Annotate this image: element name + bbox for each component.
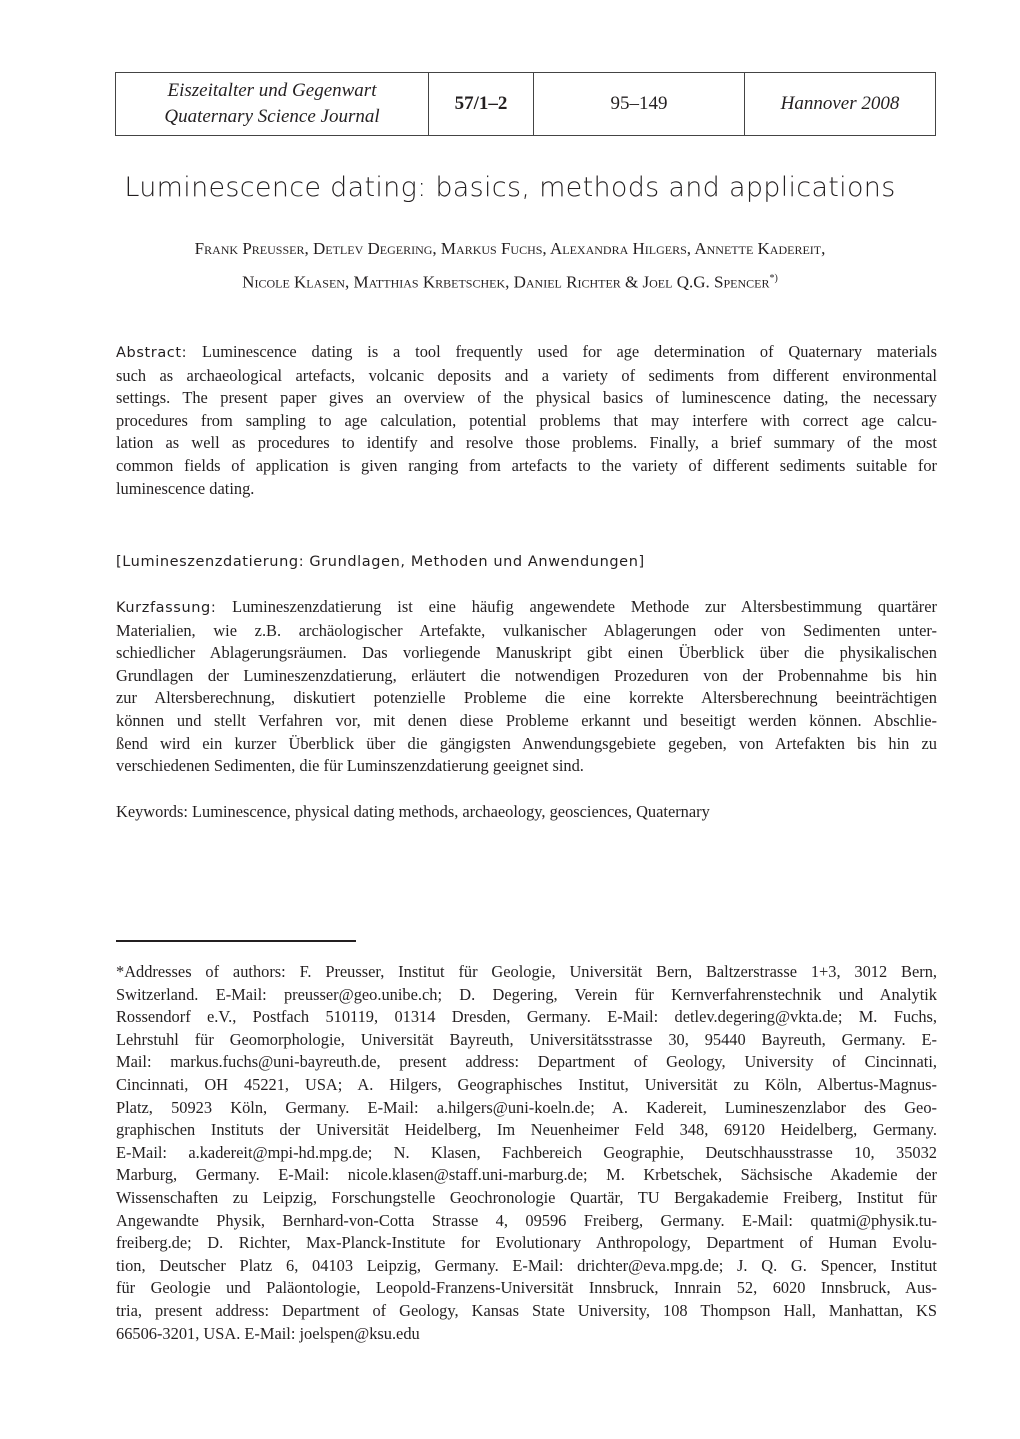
line-text: zur Altersberechnung, diskutiert potenzielle Probleme die eine korrekte Altersberechnung beeinträchtigen [116,688,937,708]
line-text: können und stellt Verfahren vor, mit denen diese Probleme erkannt und beseitigt werden können. Abschlie- [116,710,937,730]
text-line [116,620,937,643]
author-list [0,234,1020,298]
text-line [116,1255,937,1278]
authors-line-2 [0,264,1020,298]
text-line [116,596,937,620]
line-text: Lumineszenzdatierung ist eine häufig angewendete Methode zur Altersbestimmung quartärer [216,597,937,616]
german-title-text: [Lumineszenzdatierung: Grundlagen, Methoden und Anwendungen] [116,554,645,570]
text-line [116,1300,937,1323]
text-line [116,410,937,433]
line-text: *Addresses of authors: F. Preusser, Institut für Geologie, Universität Bern, Baltzerstrasse 1+3, 3012 Bern, [116,962,937,981]
journal-name-cell [116,73,429,135]
line-text: Grundlagen der Lumineszenzdatierung, erläutert die notwendigen Prozeduren von der Probennahme bis hin [116,665,937,685]
text-line [116,1029,937,1052]
text-line [116,1164,937,1187]
line-text: lation as well as procedures to identify and resolve those problems. Finally, a brief summary of the most [116,433,937,453]
text-line [116,1074,937,1097]
text-line [116,1210,937,1233]
line-text: Cincinnati, OH 45221, USA; A. Hilgers, Geographisches Institut, Universität zu Köln, Albertus-Magnus- [116,1074,937,1094]
text-line [116,984,937,1007]
line-text: tion, Deutscher Platz 6, 04103 Leipzig, Germany. E-Mail: drichter@eva.mpg.de; J. Q. G. Spencer, Institut [116,1255,937,1275]
kurzfassung [116,596,937,778]
line-text: Platz, 50923 Köln, Germany. E-Mail: a.hilgers@uni-koeln.de; A. Kadereit, Lumineszenzlabor des Geo- [116,1097,937,1117]
text-line [116,710,937,733]
section-label: Abstract: [116,345,188,361]
abstract [116,341,937,500]
pages-cell: 95–149 [534,73,745,135]
text-line [116,755,937,778]
text-line [116,642,937,665]
place-year-cell: Hannover 2008 [780,93,900,114]
line-text: Marburg, Germany. E-Mail: nicole.klasen@staff.uni-marburg.de; M. Krbetschek, Sächsische Akademie der [116,1165,937,1185]
text-line [116,1142,937,1165]
line-text: für Geologie und Paläontologie, Leopold-Franzens-Universität Innsbruck, Innrain 52, 6020 Innsbruck, Aus- [116,1278,937,1298]
journal-header-table [115,72,936,136]
line-text: such as archaeological artefacts, volcanic deposits and a variety of sediments from different environmental [116,365,937,385]
paper-title: Luminescence dating: basics, methods and applications [124,172,896,203]
text-line [116,432,937,455]
footnote-marker: *) [769,273,778,284]
section-label: Kurzfassung: [116,600,217,616]
line-text: Lehrstuhl für Geomorphologie, Universität Bayreuth, Universitätsstrasse 30, 95440 Bayreuth, Germany. E- [116,1029,937,1049]
line-text: Materialien, wie z.B. archäologischer Artefakte, vulkanischer Ablagerungen oder von Sedimenten unter- [116,620,937,640]
text-line [116,961,937,984]
authors-line-1: Frank Preusser, Detlev Degering, Markus Fuchs, Alexandra Hilgers, Annette Kadereit, [194,239,826,258]
line-text: ßend wird ein kurzer Überblick über die gängigsten Anwendungsgebiete gegeben, von Artefakten bis hin zu [116,733,937,753]
keywords: Keywords: Luminescence, physical dating methods, archaeology, geosciences, Quaternary [116,802,710,821]
journal-name-german: Eiszeitalter und Gegenwart [167,80,377,101]
line-text: schiedlicher Ablagerungsräumen. Das vorliegende Manuskript gibt einen Überblick über die physikalischen [116,643,937,663]
line-text: E-Mail: a.kadereit@mpi-hd.mpg.de; N. Klasen, Fachbereich Geographie, Deutschhausstrasse 10, 35032 [116,1142,937,1162]
line-text: freiberg.de; D. Richter, Max-Planck-Institute for Evolutionary Anthropology, Department of Human Evolu- [116,1233,937,1253]
text-line [116,665,937,688]
text-line [116,365,937,388]
text-line [116,1051,937,1074]
line-text: luminescence dating. [116,478,255,498]
text-line [116,455,937,478]
author-addresses-footnote [116,961,937,1345]
text-line [116,1187,937,1210]
text-line [116,1277,937,1300]
text-line [116,1119,937,1142]
text-line [116,1323,937,1346]
line-text: tria, present address: Department of Geology, Kansas State University, 108 Thompson Hall, Manhattan, KS [116,1300,937,1320]
line-text: 66506-3201, USA. E-Mail: joelspen@ksu.edu [116,1323,420,1343]
line-text: settings. The present paper gives an overview of the physical basics of luminescence dating, the necessary [116,388,937,408]
line-text: graphischen Instituts der Universität Heidelberg, Im Neuenheimer Feld 348, 69120 Heidelberg, Germany. [116,1120,937,1140]
line-text: Angewandte Physik, Bernhard-von-Cotta Strasse 4, 09596 Freiberg, Germany. E-Mail: quatmi@physik.tu- [116,1210,937,1230]
text-line [116,1006,937,1029]
journal-name-english: Quaternary Science Journal [164,106,380,127]
text-line [116,1097,937,1120]
text-line [116,733,937,756]
text-line [116,387,937,410]
line-text: common fields of application is given ranging from artefacts to the variety of different sediments suitable for [116,455,937,475]
footnote-rule [116,940,356,942]
line-text: Wissenschaften zu Leipzig, Forschungstelle Geochronologie Quartär, TU Bergakademie Freiberg, Institut für [116,1187,937,1207]
line-text: verschiedenen Sedimenten, die für Luminszenzdatierung geeignet sind. [116,756,584,776]
text-line [116,478,937,501]
volume-cell: 57/1–2 [429,73,534,135]
line-text: Rossendorf e.V., Postfach 510119, 01314 Dresden, Germany. E-Mail: detlev.degering@vkta.de; M. Fuchs, [116,1007,937,1027]
german-title [116,550,937,574]
line-text: Mail: markus.fuchs@uni-bayreuth.de, present address: Department of Geology, University of Cincinnati, [116,1052,937,1072]
line-text: Luminescence dating is a tool frequently used for age determination of Quaternary materials [187,342,937,361]
line-text: procedures from sampling to age calculation, potential problems that may interfere with correct age calcu- [116,410,937,430]
text-line [116,1232,937,1255]
authors-line-2-text: Nicole Klasen, Matthias Krbetschek, Daniel Richter & Joel Q.G. Spencer [242,272,770,292]
line-text: Switzerland. E-Mail: preusser@geo.unibe.ch; D. Degering, Verein für Kernverfahrenstechnik und Analytik [116,984,937,1004]
text-line [116,687,937,710]
text-line [116,341,937,365]
